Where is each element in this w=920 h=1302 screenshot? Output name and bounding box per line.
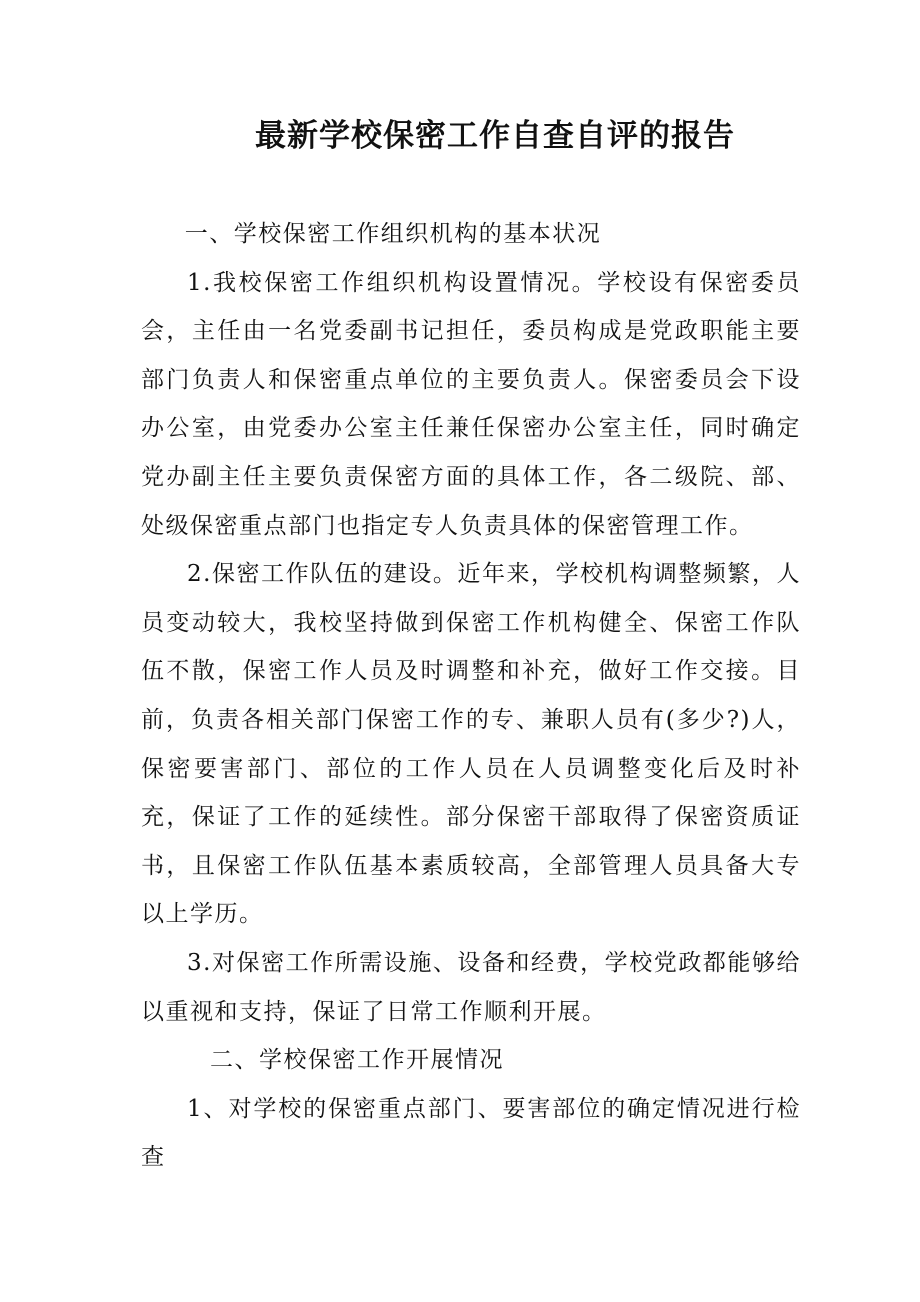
section-heading-1: 一、学校保密工作组织机构的基本状况 — [184, 221, 602, 247]
section-heading-2: 二、学校保密工作开展情况 — [210, 1047, 504, 1074]
paragraph-1: 1.我校保密工作组织机构设置情况。学校设有保密委员会，主任由一名党委副书记担任，委员构成是党政职能主要部门负责人和保密重点单位的主要负责人。保密委员会下设办公室，由党委办公室主任兼任保密办公室主任，同时确定党办副主任主要负责保密方面的具体工作，各二级院、部、处级保密重点部门也指定专人负责具体的保密管理工作。 — [141, 269, 801, 539]
paragraph-4: 1、对学校的保密重点部门、要害部位的确定情况进行检查 — [141, 1095, 801, 1171]
paragraph-2: 2.保密工作队伍的建设。近年来，学校机构调整频繁，人员变动较大，我校坚持做到保密工作机构健全、保密工作队伍不散，保密工作人员及时调整和补充，做好工作交接。目前，负责各相关部门保密工作的专、兼职人员有(多少?)人，保密要害部门、部位的工作人员在人员调整变化后及时补充，保证了工作的延续性。部分保密干部取得了保密资质证书，且保密工作队伍基本素质较高，全部管理人员具备大专以上学历。 — [141, 561, 801, 928]
document-title: 最新学校保密工作自查自评的报告 — [255, 118, 735, 154]
paragraph-3: 3.对保密工作所需设施、设备和经费，学校党政都能够给以重视和支持，保证了日常工作顺利开展。 — [141, 949, 801, 1025]
document-body — [141, 210, 801, 1182]
